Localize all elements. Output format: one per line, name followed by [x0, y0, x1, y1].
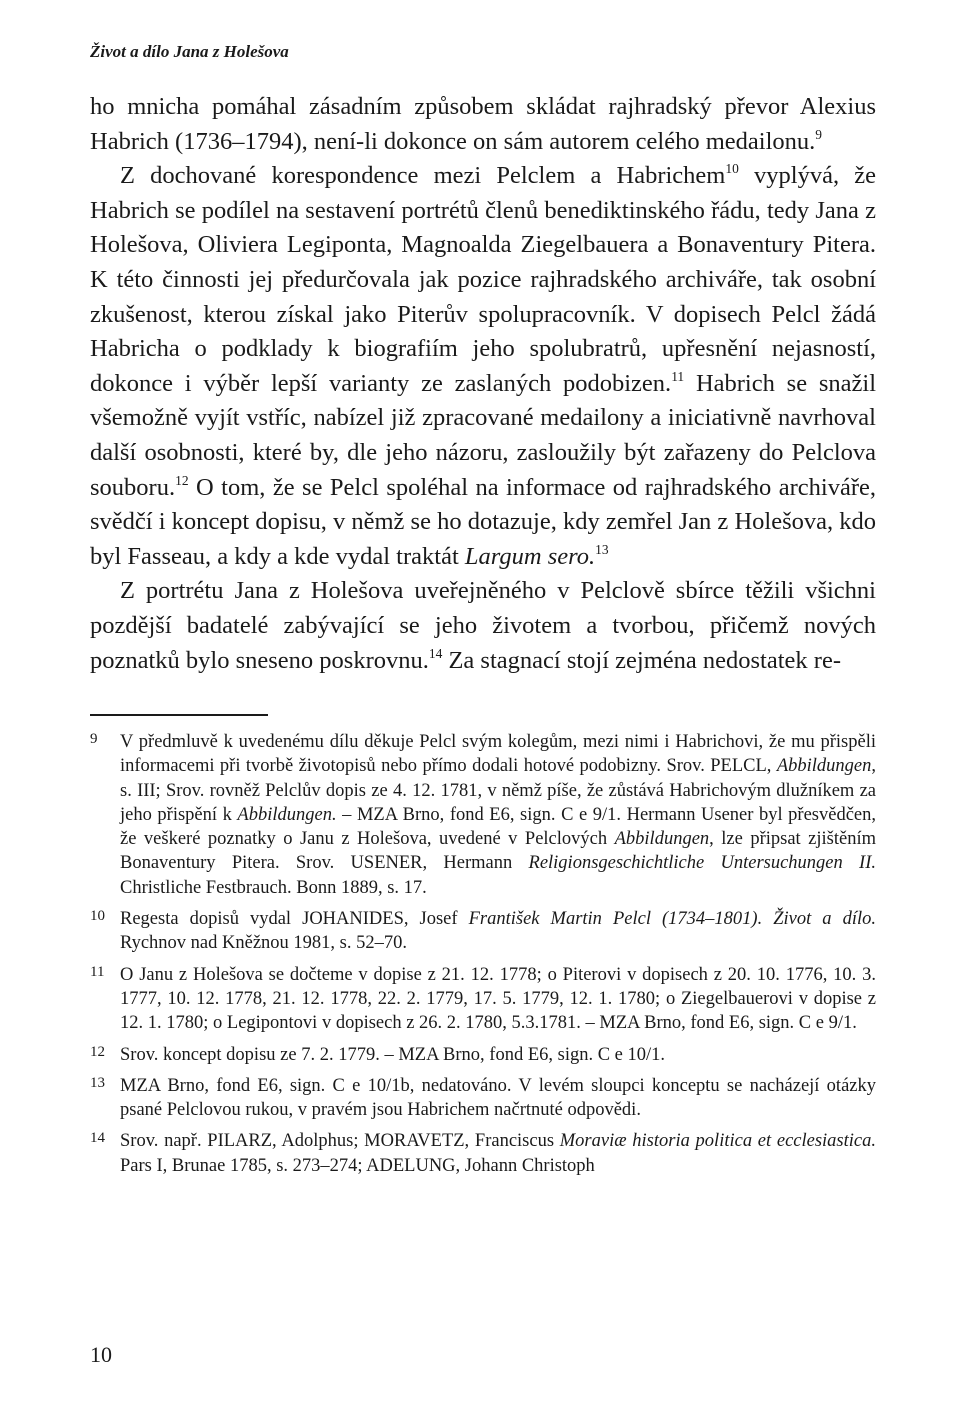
footnote-number: 14 [90, 1130, 105, 1147]
italic-title: Largum sero. [464, 542, 596, 570]
paragraph [90, 90, 876, 159]
footnote-separator [90, 714, 268, 716]
text-run: Regesta dopisů vydal JOHANIDES, Josef [120, 909, 469, 930]
footnote-ref[interactable]: 14 [428, 645, 443, 661]
italic-title: Moraviæ historia politica et ecclesiastica. [559, 1131, 876, 1152]
text-run: Christliche Festbrauch. Bonn 1889, s. 17. [120, 877, 427, 898]
footnote-text [120, 1129, 876, 1178]
text-run: Pars I, Brunae 1785, s. 273–274; ADELUNG, Johann Christoph [120, 1155, 595, 1176]
text-run: Z portrétu Jana z Holešova uveřejněného v Pelclově sbírce těžili všichni pozdější badatelé zabývající se jeho životem a tvorbou, přičemž nových poznatků bylo sneseno poskrovnu. [90, 577, 876, 674]
footnote [90, 963, 876, 1036]
italic-title: Abbildungen [776, 756, 872, 777]
text-run: – MZA Brno, fond E6, sign. C e 9/1. Hermann Usener byl přesvědčen, že veškeré poznatky o Janu z Holešova, uvedené v Pelclových [120, 804, 877, 850]
running-head: Život a dílo Jana z Holešova [90, 42, 289, 61]
footnote-ref[interactable]: 11 [671, 368, 685, 384]
text-run: Za stagnací stojí zejména nedostatek re- [442, 646, 841, 674]
footnote-number: 12 [90, 1043, 105, 1060]
footnote-number: 13 [90, 1074, 105, 1091]
text-run: , lze připsat zjištěním Bonaventury Pitera. Srov. USENER, Hermann [120, 829, 876, 874]
footnote [90, 907, 876, 956]
footnote [90, 1043, 876, 1067]
text-run: , s. III; Srov. rovněž Pelclův dopis ze 4. 12. 1781, v němž píše, že zůstává Habrichovým dlužníkem za jeho přispění k [120, 756, 876, 825]
italic-title: Abbildungen. [237, 804, 337, 825]
italic-title: Abbildungen [614, 829, 710, 850]
footnote [90, 1129, 876, 1178]
italic-title: Religionsgeschichtliche Untersuchungen II. [528, 853, 876, 874]
footnote-text [120, 907, 876, 956]
paragraph [90, 159, 876, 574]
footnotes [90, 730, 876, 1185]
text-run: Habrich se snažil všemožně vyjít vstříc, nabízel již zpracované medailony a iniciativně navrhoval další osobnosti, které by, dle jeho názoru, zasloužily být zařazeny do Pelclova souboru. [90, 369, 877, 501]
text-run: O tom, že se Pelcl spoléhal na informace od rajhradského archiváře, svědčí i koncept dopisu, v němž se ho dotazuje, kdy zemřel Jan z Holešova, kdo byl Fasseau, a kdy a kde vydal traktát [90, 473, 876, 570]
footnote-number: 9 [90, 731, 98, 747]
text-run: ho mnicha pomáhal zásadním způsobem skládat rajhradský převor Alexius Habrich (1736–1794), není-li dokonce on sám autorem celého medailonu. [90, 93, 876, 155]
text-run: Z dochované korespondence mezi Pelclem a Habrichem [120, 162, 726, 190]
footnote-number: 11 [90, 963, 105, 980]
text-run: V předmluvě k uvedenému dílu děkuje Pelcl svým kolegům, mezi nimi i Habrichovi, že mu přispěli informacemi při tvorbě životopisů nebo přímo dodali hotové podobizny. Srov. PELCL, [120, 732, 876, 777]
main-text [90, 90, 876, 678]
footnote-text: Srov. koncept dopisu ze 7. 2. 1779. – MZA Brno, fond E6, sign. C e 10/1. [120, 1044, 666, 1065]
footnote-ref[interactable]: 12 [175, 472, 189, 488]
page-number: 10 [90, 1342, 112, 1367]
footnote [90, 730, 876, 900]
footnote-ref[interactable]: 10 [725, 161, 739, 177]
italic-title: František Martin Pelcl (1734–1801). Život a dílo. [468, 909, 876, 930]
text-run: Rychnov nad Kněžnou 1981, s. 52–70. [120, 933, 408, 954]
text-run: vyplývá, že Habrich se podílel na sestavení portrétů členů benediktinského řádu, tedy Jana z Holešova, Oliviera Legiponta, Magnoalda Ziegelbauera a Bonaventury Pitera. K této činnosti jej předurčovala jak pozice rajhradského archiváře, tak osobní zkušenost, kterou získal jako Piterův spolupracovník. V dopisech Pelcl žádá Habricha o podklady k biografiím jeho spolubratrů, upřesnění nejasností, dokonce i výběr lepší varianty ze zaslaných podobizen. [90, 162, 876, 397]
footnote [90, 1074, 876, 1123]
footnote-text: O Janu z Holešova se dočteme v dopise z 21. 12. 1778; o Piterovi v dopisech z 20. 10. 1776, 10. 3. 1777, 10. 12. 1778, 21. 12. 1778, 22. 2. 1779, 17. 5. 1779, 12. 1. 1780; o Ziegelbauerovi v dopise z 12. 1. 1780; o Legipontovi v dopisech z 26. 2. 1780, 5.3.1781. – MZA Brno, fond E6, sign. C e 9/1. [120, 964, 876, 1034]
footnote-text [120, 730, 876, 900]
footnote-number: 10 [90, 908, 105, 925]
footnote-ref[interactable]: 9 [815, 126, 822, 142]
text-run: Srov. např. PILARZ, Adolphus; MORAVETZ, Franciscus [120, 1131, 560, 1152]
footnote-text: MZA Brno, fond E6, sign. C e 10/1b, nedatováno. V levém sloupci konceptu se nacházejí otázky psané Pelclovou rukou, v pravém jsou Habrichem načrtnuté odpovědi. [120, 1075, 876, 1121]
footnote-ref[interactable]: 13 [595, 541, 609, 557]
paragraph [90, 574, 876, 678]
